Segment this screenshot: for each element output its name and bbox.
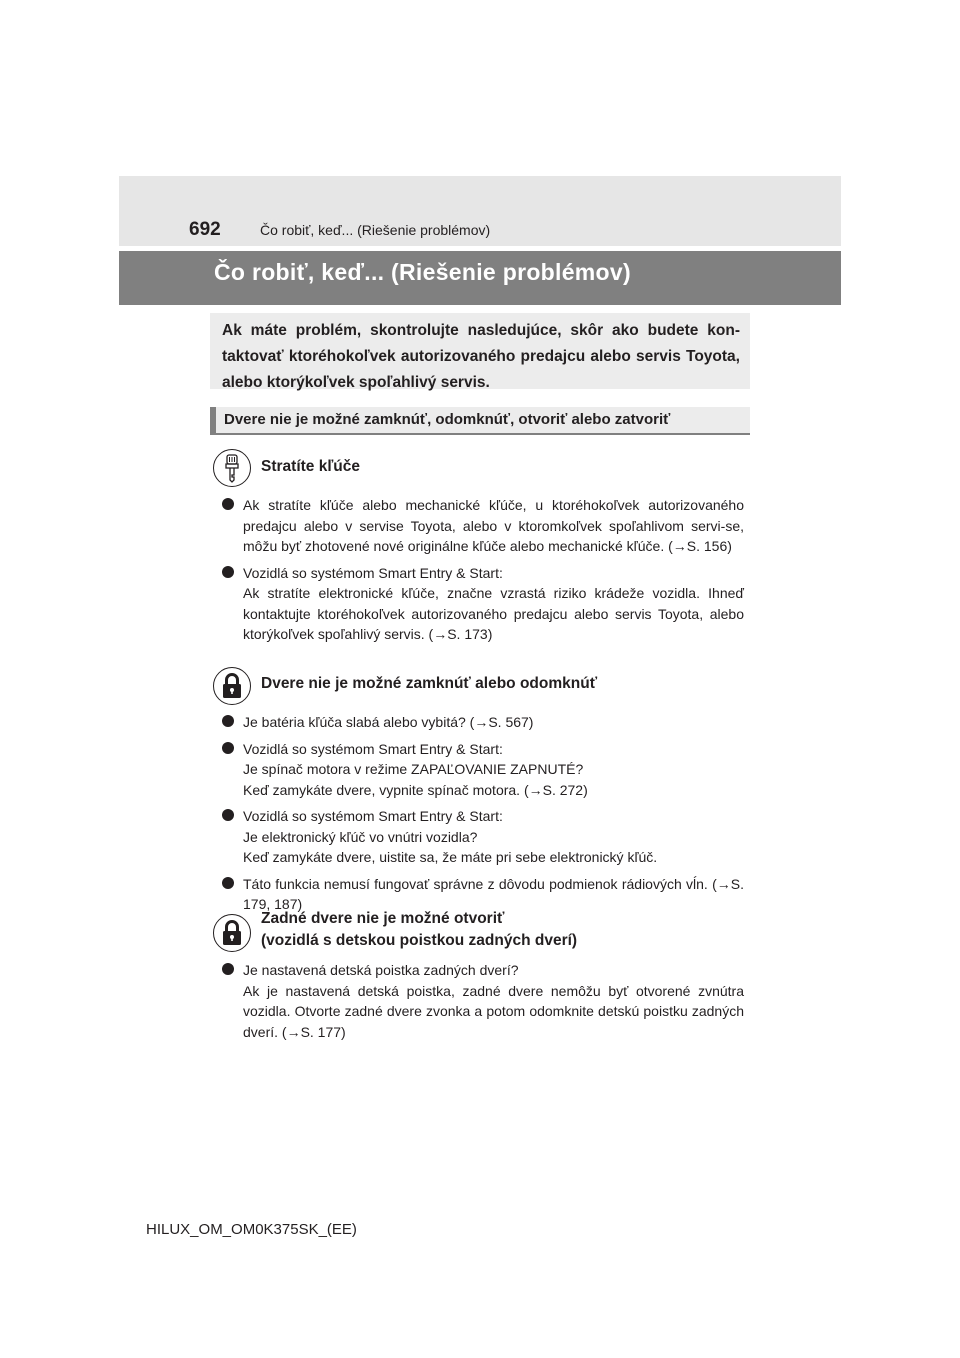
bullet-icon <box>222 877 234 889</box>
bullet-icon <box>222 809 234 821</box>
list-item: Vozidlá so systémom Smart Entry & Start: Ak stratíte elektronické kľúče, značne vzrastá riziko krádeže vozidla. Ihneď kontaktujte ktoréhokoľvek autorizovaného predajcu alebo servis Toyota, alebo ktorýkoľvek spoľahlivý servis. (→S. 173) <box>222 563 744 645</box>
lock-icon <box>213 914 251 952</box>
page-title: Čo robiť, keď... (Riešenie problémov) <box>214 259 631 285</box>
list-item: Ak stratíte kľúče alebo mechanické kľúče, u ktoréhokoľvek autorizovaného predajcu alebo v servise Toyota, alebo v ktoromkoľvek spoľahlivom servi-se, môžu byť zhotovené nové originálne kľúče alebo mechanické kľúče. (→S. 156) <box>222 495 744 557</box>
list-item: Vozidlá so systémom Smart Entry & Start: Je elektronický kľúč vo vnútri vozidla? Keď zamykáte dvere, uistite sa, že máte pri sebe elektronický kľúč. <box>222 806 744 868</box>
section-heading: Dvere nie je možné zamknúť, odomknúť, otvoriť alebo zatvoriť <box>210 407 750 435</box>
running-head: Čo robiť, keď... (Riešenie problémov) <box>260 222 491 238</box>
list-rear-doors <box>222 960 744 1048</box>
list-cannot-lock <box>222 712 744 921</box>
bullet-icon <box>222 715 234 727</box>
subsection-title: Zadné dvere nie je možné otvoriť (vozidlá s detskou poistkou zadných dverí) <box>261 910 578 949</box>
intro-box: Ak máte problém, skontrolujte nasledujúce, skôr ako budete kon-taktovať ktoréhokoľvek autorizovaného predajcu alebo servis Toyota, alebo ktorýkoľvek spoľahlivý servis. <box>210 313 750 389</box>
list-item: Je batéria kľúča slabá alebo vybitá? (→S. 567) <box>222 712 744 733</box>
subsection-title: Dvere nie je možné zamknúť alebo odomknúť <box>261 675 598 692</box>
list-item: Táto funkcia nemusí fungovať správne z dôvodu podmienok rádiových vĺn. (→S. 179, 187) <box>222 874 744 915</box>
list-lost-keys <box>222 495 744 651</box>
bullet-icon <box>222 742 234 754</box>
footer-code: HILUX_OM_OM0K375SK_(EE) <box>146 1221 357 1238</box>
list-item: Je nastavená detská poistka zadných dverí? Ak je nastavená detská poistka, zadné dvere nemôžu byť otvorené zvnútra vozidla. Otvorte zadné dvere zvonka a potom odomknite detskú poistku zadných dverí. (→S. 177) <box>222 960 744 1042</box>
lock-icon <box>213 667 251 705</box>
subsection-title: Stratíte kľúče <box>261 458 361 475</box>
key-icon <box>213 449 251 487</box>
bullet-icon <box>222 498 234 510</box>
bullet-icon <box>222 566 234 578</box>
page-number: 692 <box>189 219 221 240</box>
list-item: Vozidlá so systémom Smart Entry & Start: Je spínač motora v režime ZAPAĽOVANIE ZAPNUTÉ? Keď zamykáte dvere, vypnite spínač motora. (→S. 272) <box>222 739 744 801</box>
bullet-icon <box>222 963 234 975</box>
